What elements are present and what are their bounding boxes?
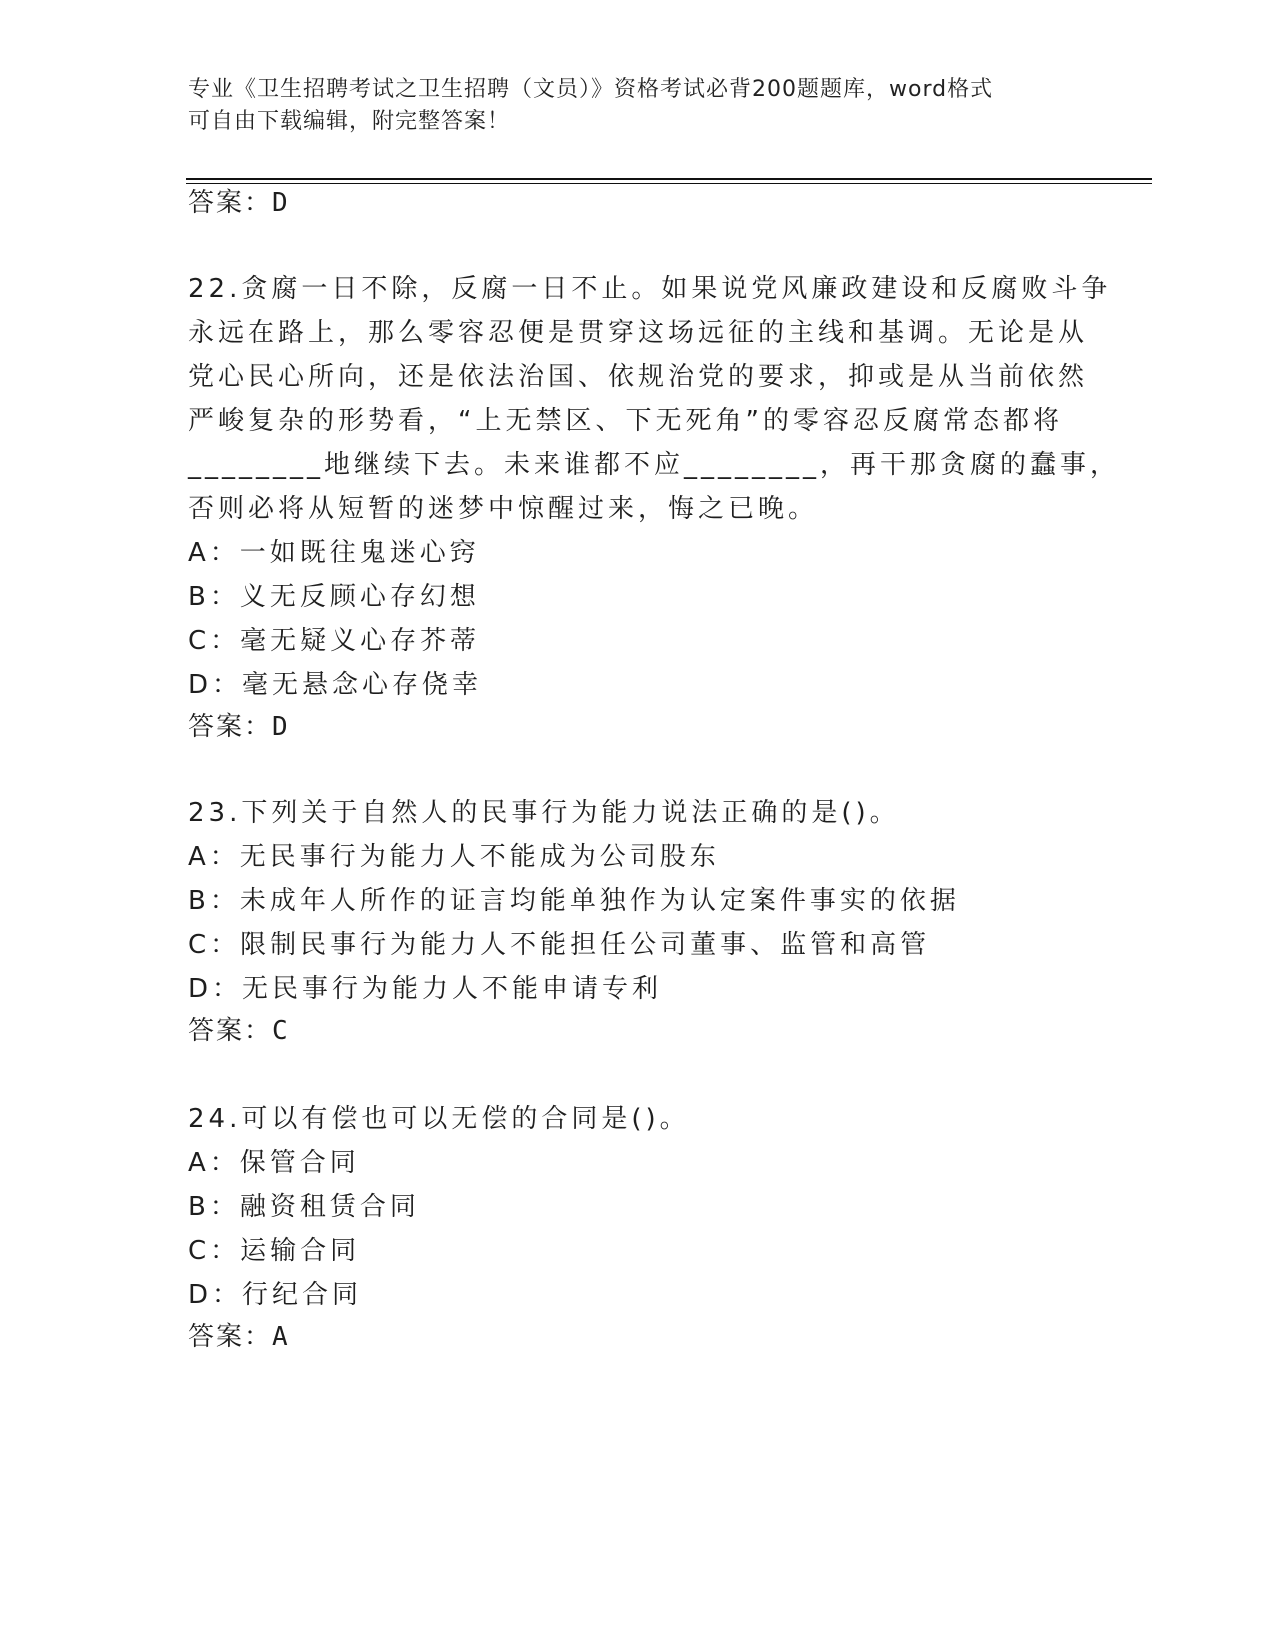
question-23-option-d: D：无民事行为能力人不能申请专利: [188, 974, 663, 1004]
question-22-option-c: C：毫无疑义心存芥蒂: [188, 626, 481, 656]
question-24-option-d: D：行纪合同: [188, 1280, 363, 1310]
answer-label: 答案：: [188, 1016, 273, 1046]
answer-line-prev: [188, 186, 289, 220]
header-title-line-2: 可自由下载编辑，附完整答案！: [188, 109, 511, 134]
question-24-option-a: A：保管合同: [188, 1148, 360, 1178]
question-22-line-5: ________地继续下去。未来谁都不应________，再干那贪腐的蠢事，: [188, 450, 1121, 480]
header-rule-thin: [186, 183, 1152, 184]
answer-label: 答案：: [188, 712, 273, 742]
question-24-answer: [188, 1320, 289, 1354]
answer-value: D: [272, 188, 289, 218]
document-header: [188, 74, 1088, 138]
answer-label: 答案：: [188, 188, 273, 218]
question-24-option-c: C：运输合同: [188, 1236, 361, 1266]
question-22-option-b: B：义无反顾心存幻想: [188, 582, 480, 612]
question-23-option-b: B：未成年人所作的证言均能单独作为认定案件事实的依据: [188, 886, 960, 916]
question-22-line-3: 党心民心所向，还是依法治国、依规治党的要求，抑或是从当前依然: [188, 362, 1089, 392]
header-title-line-1: 专业《卫生招聘考试之卫生招聘（文员）》资格考试必背200题题库，word格式: [188, 77, 994, 102]
question-22-answer: [188, 710, 289, 744]
answer-value: C: [272, 1016, 289, 1046]
question-23-line-1: 23.下列关于自然人的民事行为能力说法正确的是()。: [188, 798, 900, 828]
question-22-line-6: 否则必将从短暂的迷梦中惊醒过来，悔之已晚。: [188, 494, 819, 524]
question-24-option-b: B：融资租赁合同: [188, 1192, 420, 1222]
question-23-option-a: A：无民事行为能力人不能成为公司股东: [188, 842, 720, 872]
question-22-option-d: D：毫无悬念心存侥幸: [188, 670, 483, 700]
answer-label: 答案：: [188, 1322, 273, 1352]
question-22-line-2: 永远在路上，那么零容忍便是贯穿这场远征的主线和基调。无论是从: [188, 318, 1089, 348]
answer-value: D: [272, 712, 289, 742]
answer-value: A: [272, 1322, 289, 1352]
question-23-option-c: C：限制民事行为能力人不能担任公司董事、监管和高管: [188, 930, 931, 960]
question-22-option-a: A：一如既往鬼迷心窍: [188, 538, 480, 568]
question-22-line-1: 22.贪腐一日不除，反腐一日不止。如果说党风廉政建设和反腐败斗争: [188, 274, 1112, 304]
question-24-line-1: 24.可以有偿也可以无偿的合同是()。: [188, 1104, 690, 1134]
question-23-answer: [188, 1014, 289, 1048]
question-22-line-4: 严峻复杂的形势看，“上无禁区、下无死角”的零容忍反腐常态都将: [188, 406, 1063, 436]
header-rule-thick: [186, 178, 1152, 180]
